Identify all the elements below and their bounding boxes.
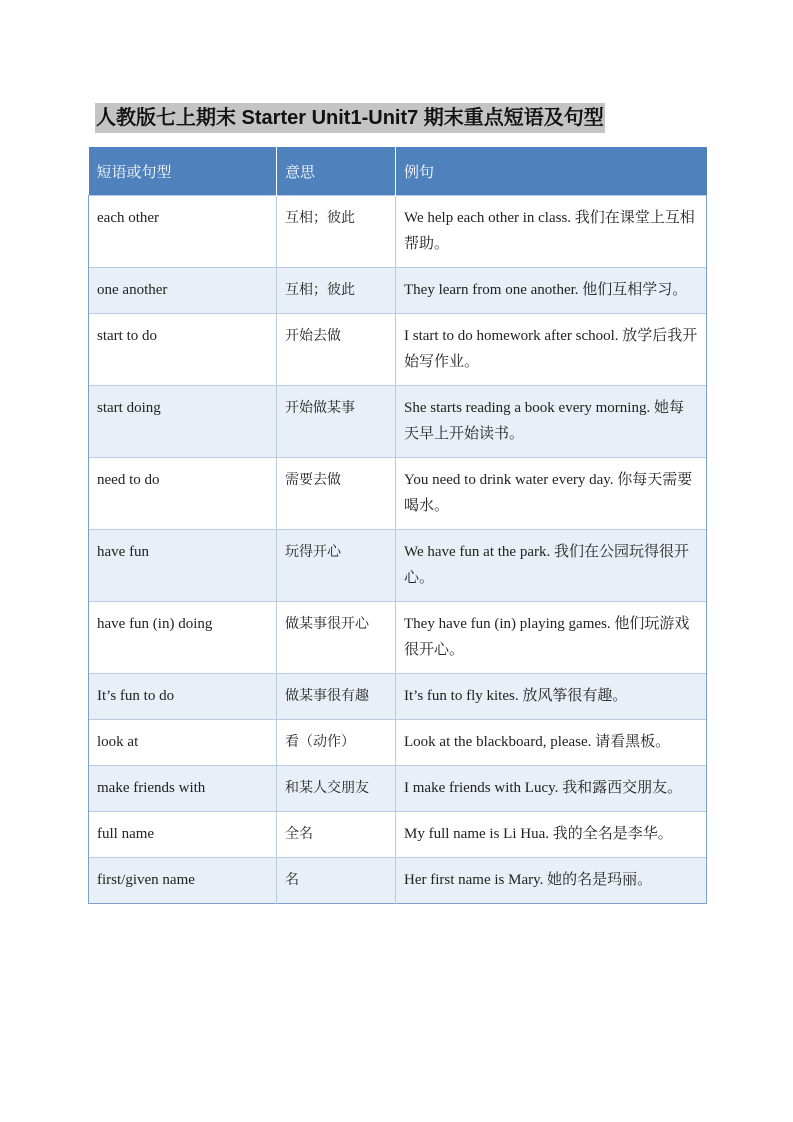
example-cell: You need to drink water every day. 你每天需要喝水。 xyxy=(396,458,707,530)
table-row xyxy=(89,720,707,766)
meaning-cell: 做某事很有趣 xyxy=(277,674,396,720)
phrase-cell: have fun xyxy=(89,530,277,602)
header-example: 例句 xyxy=(396,147,707,196)
table-row xyxy=(89,674,707,720)
header-meaning: 意思 xyxy=(277,147,396,196)
example-cell: They have fun (in) playing games. 他们玩游戏很开心。 xyxy=(396,602,707,674)
example-cell: I start to do homework after school. 放学后我开始写作业。 xyxy=(396,314,707,386)
phrase-cell: need to do xyxy=(89,458,277,530)
meaning-cell: 互相；彼此 xyxy=(277,268,396,314)
phrase-cell: full name xyxy=(89,812,277,858)
phrase-cell: first/given name xyxy=(89,858,277,904)
meaning-cell: 看（动作） xyxy=(277,720,396,766)
table-row xyxy=(89,314,707,386)
meaning-cell: 做某事很开心 xyxy=(277,602,396,674)
example-cell: They learn from one another. 他们互相学习。 xyxy=(396,268,707,314)
meaning-cell: 开始做某事 xyxy=(277,386,396,458)
table-header-row xyxy=(89,147,707,196)
example-cell: My full name is Li Hua. 我的全名是李华。 xyxy=(396,812,707,858)
table-row xyxy=(89,812,707,858)
phrase-cell: each other xyxy=(89,196,277,268)
meaning-cell: 需要去做 xyxy=(277,458,396,530)
page-title: 人教版七上期末 Starter Unit1-Unit7 期末重点短语及句型 xyxy=(95,103,605,133)
example-cell: Look at the blackboard, please. 请看黑板。 xyxy=(396,720,707,766)
table-row xyxy=(89,458,707,530)
example-cell: We have fun at the park. 我们在公园玩得很开心。 xyxy=(396,530,707,602)
example-cell: It’s fun to fly kites. 放风筝很有趣。 xyxy=(396,674,707,720)
phrase-cell: start doing xyxy=(89,386,277,458)
phrase-cell: one another xyxy=(89,268,277,314)
phrase-cell: It’s fun to do xyxy=(89,674,277,720)
table-row xyxy=(89,196,707,268)
header-phrase: 短语或句型 xyxy=(89,147,277,196)
table-row xyxy=(89,530,707,602)
example-cell: We help each other in class. 我们在课堂上互相帮助。 xyxy=(396,196,707,268)
example-cell: Her first name is Mary. 她的名是玛丽。 xyxy=(396,858,707,904)
phrase-cell: have fun (in) doing xyxy=(89,602,277,674)
meaning-cell: 名 xyxy=(277,858,396,904)
table-row xyxy=(89,268,707,314)
phrase-cell: look at xyxy=(89,720,277,766)
meaning-cell: 和某人交朋友 xyxy=(277,766,396,812)
phrase-cell: make friends with xyxy=(89,766,277,812)
meaning-cell: 玩得开心 xyxy=(277,530,396,602)
phrase-table xyxy=(88,147,707,904)
example-cell: I make friends with Lucy. 我和露西交朋友。 xyxy=(396,766,707,812)
table-row xyxy=(89,858,707,904)
meaning-cell: 开始去做 xyxy=(277,314,396,386)
meaning-cell: 互相；彼此 xyxy=(277,196,396,268)
meaning-cell: 全名 xyxy=(277,812,396,858)
phrase-cell: start to do xyxy=(89,314,277,386)
example-cell: She starts reading a book every morning. 她每天早上开始读书。 xyxy=(396,386,707,458)
table-row xyxy=(89,602,707,674)
table-row xyxy=(89,766,707,812)
table-row xyxy=(89,386,707,458)
